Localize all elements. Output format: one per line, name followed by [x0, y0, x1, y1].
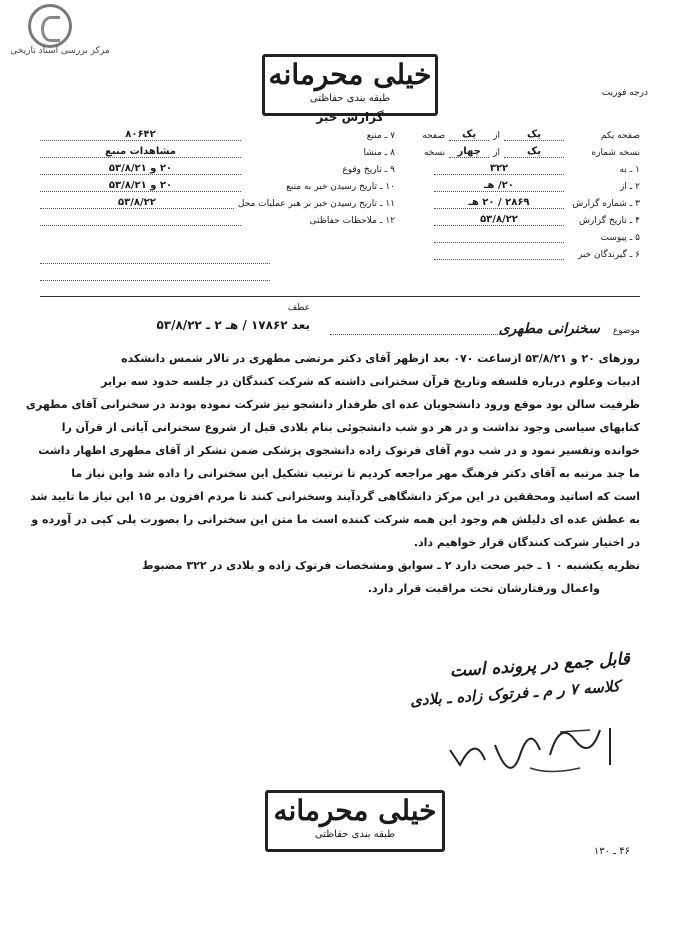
field-value: یک — [504, 146, 564, 158]
body-line: است که اساتید ومحققین در این مرکز دانشگاهی گردآیند وسخنرانی کنند تا مردم افزون بر ۱۵ این نیاز ما تایید شد — [30, 490, 640, 503]
field-value: ۲۰ و ۵۳/۸/۲۱ — [40, 180, 241, 192]
logo-text: مرکز بررسی اسناد تاریخی — [10, 46, 110, 56]
page-code: ۴۶ ـ ۱۳۰ — [593, 846, 630, 857]
field-value: یک — [449, 129, 489, 141]
report-field — [40, 158, 395, 175]
top-stamp-caption: طبقه بندی حفاظتی — [309, 93, 391, 104]
report-field — [40, 141, 395, 158]
bottom-stamp-classification: خیلی محرمانه — [273, 794, 437, 827]
subject-value: سخنرانی مطهری — [498, 321, 600, 337]
archive-logo-icon — [28, 4, 72, 48]
report-field — [410, 124, 640, 141]
body-line: روزهای ۲۰ و ۵۳/۸/۲۱ ازساعت ۰۷۰ بعد ازظهر آقای دکتر مرتضی مطهری در تالار شمس دانشکده — [121, 352, 640, 365]
subject-label: موضوع — [612, 326, 640, 336]
field-value — [434, 259, 564, 260]
body-line: خوانده وتفسیر نمود و در شب دوم آقای فرتوک زاده دانشجوی پزشکی ضمن تشکر از آقای مطهری اظهار داشت — [38, 444, 640, 457]
body-line: در اختیار شرکت کنندگان قرار خواهیم داد. — [413, 536, 640, 549]
bottom-classification-stamp — [265, 790, 445, 852]
body-line: ادبیات وعلوم درباره فلسفه وتاریخ قرآن سخنرانی داشته که شرکت کنندگان در جلسه حدود سه برابر — [101, 375, 640, 388]
field-value: ۲۰/ هـ — [434, 180, 564, 192]
report-body — [25, 352, 640, 605]
left-fields — [40, 124, 395, 226]
field-label: ۶ ـ گیرندگان خبر — [577, 250, 640, 260]
field-value: یک — [504, 129, 564, 141]
divider — [40, 296, 640, 297]
handwritten-note-line1: قابل جمع در پرونده است — [449, 649, 631, 682]
field-label: ۱۲ ـ ملاحظات حفاظتی — [309, 216, 395, 226]
body-line: نظریه یکشنبه ۰ ۱ ـ خبر صحت دارد ۲ ـ سوابق ومشخصات فرتوک زاده و بلادی در ۳۲۲ مضبوط — [142, 559, 640, 572]
bottom-stamp-caption: طبقه بندی حفاظتی — [314, 829, 396, 840]
body-line: واعمال ورفتارشان تحت مراقبت قرار دارد. — [367, 582, 600, 595]
field-label: ۴ ـ تاریخ گزارش — [578, 216, 640, 226]
field-suffix: نسخه — [423, 148, 446, 158]
field-value: چهار — [449, 146, 489, 158]
top-stamp-classification: خیلی محرمانه — [268, 58, 432, 91]
field-value: ۲۸۶۹ / ۲۰ هـ — [434, 197, 564, 209]
field-value: مشاهدات منبع — [40, 146, 241, 158]
report-field — [410, 158, 640, 175]
report-field — [40, 124, 395, 141]
subject-line — [330, 334, 500, 335]
report-field — [410, 175, 640, 192]
field-label: صفحه یکم — [600, 131, 640, 141]
report-field — [410, 209, 640, 226]
body-line: ما چند مرتبه به آقای دکتر فرهنگ مهر مراجعه کردیم تا ترتیب تشکیل این سخنرانی را داده شد واین نیاز ما — [71, 467, 640, 480]
body-line: کتابهای سیاسی وجود نداشت و در هر دو شب دانشجوئی بنام بلادی قبل از شروع سخنرانی آیاتی از قرآن را — [61, 421, 640, 434]
field-value — [40, 225, 241, 226]
field-value: ۵۳/۸/۲۲ — [434, 214, 564, 226]
field-label: ۲ ـ از — [619, 182, 640, 192]
body-line: به عطش عده ای دلیلش هم وجود این همه شرکت کننده است ما متن این سخنرانی را بصورت پلی کپی در آورده و — [31, 513, 640, 526]
field-label: ۵ ـ پیوست — [600, 233, 640, 243]
report-field — [410, 226, 640, 243]
archive-ref-label: عطف — [287, 303, 310, 313]
right-fields — [410, 124, 640, 260]
archive-logo — [4, 2, 116, 62]
report-field — [40, 209, 395, 226]
field-separator: از — [493, 148, 500, 158]
blank-line — [40, 280, 270, 281]
field-label: ۸ ـ منشا — [363, 148, 395, 158]
archive-ref-number: بعد ۱۷۸۶۲ / هـ ۲ ـ ۵۳/۸/۲۲ — [156, 318, 310, 332]
field-value: ۲۰ و ۵۳/۸/۲۱ — [40, 163, 241, 175]
field-label: ۱۰ ـ تاریخ رسیدن خبر به منبع — [286, 182, 395, 192]
field-label: نسخه شماره — [591, 148, 640, 158]
field-value: ۳۲۲ — [434, 163, 564, 175]
field-suffix: صفحه — [422, 131, 446, 141]
handwritten-note-line2: کلاسه ۷ ر م ـ فرتوک زاده ـ بلادی — [409, 677, 621, 710]
field-label: ۳ ـ شماره گزارش — [572, 199, 640, 209]
report-field — [40, 192, 395, 209]
subject-row — [500, 318, 640, 337]
field-separator: از — [493, 131, 500, 141]
field-value — [434, 242, 564, 243]
report-field — [40, 175, 395, 192]
top-classification-stamp — [262, 54, 438, 116]
priority-label: درجه فوریت — [601, 88, 648, 98]
body-line: ظرفیت سالن بود موقع ورود دانشجویان عده ای طرفدار دانشجو نیز شرکت نموده بودند در سخنرانی آقای مطهری — [25, 398, 640, 411]
blank-line — [40, 263, 270, 264]
field-label: ۱۱ ـ تاریخ رسیدن خبر بر هبر عملیات محل — [237, 199, 395, 209]
field-value: ۵۳/۸/۲۲ — [40, 197, 234, 209]
field-value: ۸۰۶۴۲ — [40, 129, 241, 141]
report-field — [410, 192, 640, 209]
field-label: ۷ ـ منبع — [366, 131, 395, 141]
report-field — [410, 141, 640, 158]
field-label: ۱ ـ به — [619, 165, 640, 175]
signature-icon — [440, 720, 630, 780]
report-field — [410, 243, 640, 260]
report-title: گزارش خبر — [316, 110, 384, 124]
field-label: ۹ ـ تاریخ وقوع — [342, 165, 395, 175]
